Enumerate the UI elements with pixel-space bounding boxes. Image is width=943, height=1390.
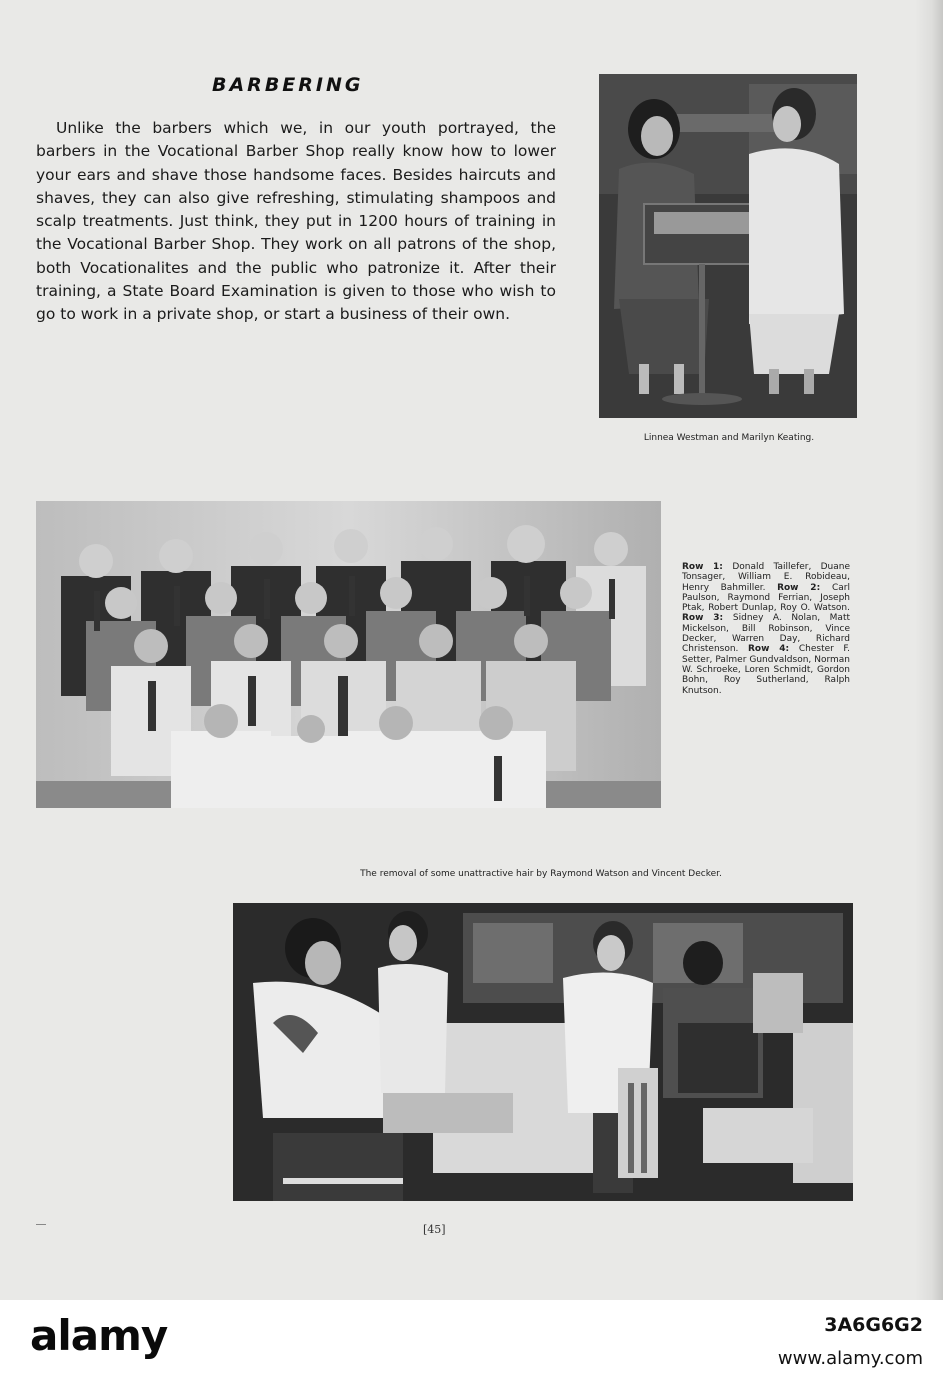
stock-watermark-bar xyxy=(0,1300,943,1390)
photo-group-portrait xyxy=(36,501,661,808)
photo-two-women-illustration xyxy=(599,74,857,418)
photo-two-women-caption: Linnea Westman and Marilyn Keating. xyxy=(643,433,815,443)
page-title: BARBERING xyxy=(212,74,364,96)
photo-barber-shop-illustration xyxy=(233,903,853,1201)
roster-row1-label: Row 1: xyxy=(682,562,733,572)
intro-paragraph: Unlike the barbers which we, in our youth portrayed, the barbers in the Vocational Barber Shop really know how to lower your ears and shave those handsome faces. Besides haircuts and shaves, they can also give refreshing, stimulating shampoos and scalp treatments. Just think, they put in 1200 hours of training in the Vocational Barber Shop. They work on all patrons of the shop, both Vocationalites and the public who patronize it. After their training, a State Board Examination is given to those who wish to go to work in a private shop, or start a business of their own. xyxy=(36,119,556,324)
image-id: 3A6G6G2 xyxy=(824,1314,923,1336)
photo-barber-shop xyxy=(233,903,853,1201)
roster-row3-label: Row 3: xyxy=(682,613,733,624)
watermark-url: www.alamy.com xyxy=(777,1348,923,1369)
roster-row1-names: Donald Taillefer, Duane Tonsager, William E. Robideau, Henry Bahmiller. xyxy=(682,562,850,593)
group-roster xyxy=(682,562,850,696)
roster-row3-names: Sidney A. Nolan, Matt Mickelson, Bill Robinson, Vince Decker, Warren Day, Richard Christenson. xyxy=(682,613,851,655)
alamy-logo: alamy xyxy=(30,1311,168,1360)
roster-row4-label: Row 4: xyxy=(747,644,799,655)
page-number: [45] xyxy=(423,1223,446,1236)
photo-two-women xyxy=(599,74,857,418)
photo-group-portrait-illustration xyxy=(36,501,661,808)
barber-photo-caption: The removal of some unattractive hair by Raymond Watson and Vincent Decker. xyxy=(360,869,722,879)
roster-row4-names: Chester F. Setter, Palmer Gundvaldson, Norman W. Schroeke, Loren Schmidt, Gordon Bohn, Roy Sutherland, Ralph Knutson. xyxy=(682,644,850,696)
roster-row2-names: Carl Paulson, Raymond Ferrian, Joseph Ptak, Robert Dunlap, Roy O. Watson. xyxy=(682,582,850,614)
page-dash-mark xyxy=(36,1224,46,1225)
roster-row2-label: Row 2: xyxy=(777,582,832,593)
page-edge-shadow xyxy=(915,0,943,1300)
